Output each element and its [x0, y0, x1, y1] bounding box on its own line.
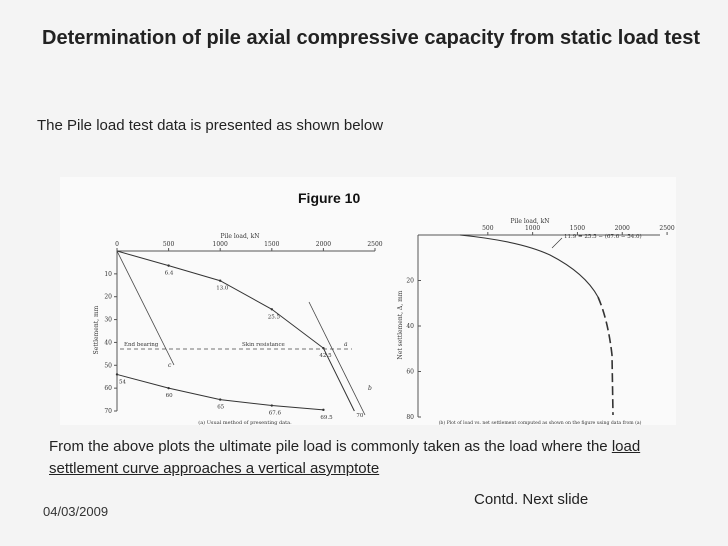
- chart-a-x-tick-label: 2500: [367, 241, 383, 248]
- chart-a-y-title: Settlement, mm: [93, 305, 100, 355]
- chart-b-y-tick-label: 80: [406, 414, 414, 421]
- chart-a-point: [167, 264, 169, 266]
- chart-a-value-label: 67.6: [268, 410, 282, 417]
- load-settlement-chart-a: [60, 205, 390, 430]
- chart-a-x-title: Pile load, kN: [220, 233, 260, 240]
- chart-a-x-tick-label: 0: [115, 241, 119, 248]
- chart-a-value-label: 13.0: [216, 285, 229, 292]
- chart-a-x-tick-label: 1000: [212, 241, 228, 248]
- chart-a-value-label: 25.5: [267, 314, 281, 321]
- chart-b-y-tick-label: 20: [406, 277, 414, 285]
- conclusion-emphasis: load settlement curve approaches a vertical asymptote: [49, 438, 641, 477]
- chart-b-x-title: Pile load, kN: [510, 218, 550, 225]
- asymptote-line: [309, 302, 365, 415]
- chart-a-value-label: 69.5: [320, 414, 333, 421]
- label-a: a: [344, 341, 348, 348]
- chart-b-x-tick-label: 2000: [614, 225, 630, 232]
- chart-a-value-label: 70: [356, 413, 364, 419]
- chart-b-x-tick-label: 1500: [569, 225, 586, 232]
- chart-a-y-tick-label: 10: [104, 270, 112, 278]
- chart-a-point: [271, 308, 273, 310]
- chart-b-curve: [460, 235, 598, 297]
- slide-title: Determination of pile axial compressive capacity from static load test: [42, 27, 700, 49]
- figure-label: Figure 10: [298, 190, 361, 206]
- chart-a-y-tick-label: 50: [104, 362, 112, 370]
- chart-b-caption: (b) Plot of load vs. net settlement computed as shown on the figure using data from (a): [438, 421, 642, 426]
- chart-a-x-tick-label: 1500: [264, 241, 280, 248]
- slide-date: 04/03/2009: [43, 504, 109, 519]
- chart-a-point: [116, 373, 118, 375]
- chart-a-point: [167, 387, 169, 389]
- next-slide-note: Contd. Next slide: [474, 491, 589, 508]
- chart-b-y-tick-label: 60: [406, 368, 414, 376]
- chart-a-point: [219, 398, 221, 400]
- chart-a-caption: (a) Usual method of presenting data.: [198, 420, 292, 426]
- chart-a-y-tick-label: 30: [104, 316, 112, 324]
- label-b: b: [368, 385, 372, 392]
- chart-a-point: [219, 280, 221, 282]
- chart-a-value-label: 60: [165, 393, 173, 400]
- chart-a-value-label: 54: [119, 379, 126, 386]
- chart-b-x-tick-label: 500: [482, 225, 494, 232]
- chart-b-annotation: 11.9 = 25.5 − (67.6 − 54.0): [564, 234, 642, 240]
- chart-a-y-tick-label: 60: [104, 385, 112, 393]
- chart-b-x-tick-label: 1000: [524, 225, 541, 232]
- chart-a-value-label: 42.5: [319, 353, 332, 360]
- conclusion-prefix: From the above plots the ultimate pile load is commonly taken as the load where the: [49, 438, 612, 455]
- label-c: c: [168, 362, 172, 369]
- chart-a-y-tick-label: 70: [104, 408, 112, 415]
- chart-b-y-title: Net settlement, Δ, mm: [397, 290, 404, 360]
- chart-a-y-tick-label: 20: [104, 293, 112, 301]
- conclusion-text: [49, 436, 689, 480]
- chart-a-x-tick-label: 500: [162, 241, 175, 248]
- label-end-bearing: End bearing: [124, 342, 159, 348]
- chart-a-axes: [117, 251, 375, 411]
- chart-a-load-curve: [117, 251, 354, 411]
- chart-a-value-label: 6.4: [164, 270, 174, 277]
- chart-a-x-tick-label: 2000: [315, 241, 332, 248]
- chart-b-y-tick-label: 40: [406, 323, 414, 330]
- chart-a-y-tick-label: 40: [104, 339, 112, 347]
- chart-a-point: [322, 409, 324, 411]
- chart-a-point: [271, 404, 273, 406]
- label-skin-resistance: Skin resistance: [242, 342, 285, 348]
- net-settlement-chart-b: [390, 205, 676, 430]
- chart-b-x-tick-label: 2500: [659, 225, 675, 232]
- chart-b-asymptote: [598, 297, 613, 415]
- intro-text: The Pile load test data is presented as shown below: [37, 117, 384, 134]
- chart-a-value-label: 65: [217, 404, 225, 411]
